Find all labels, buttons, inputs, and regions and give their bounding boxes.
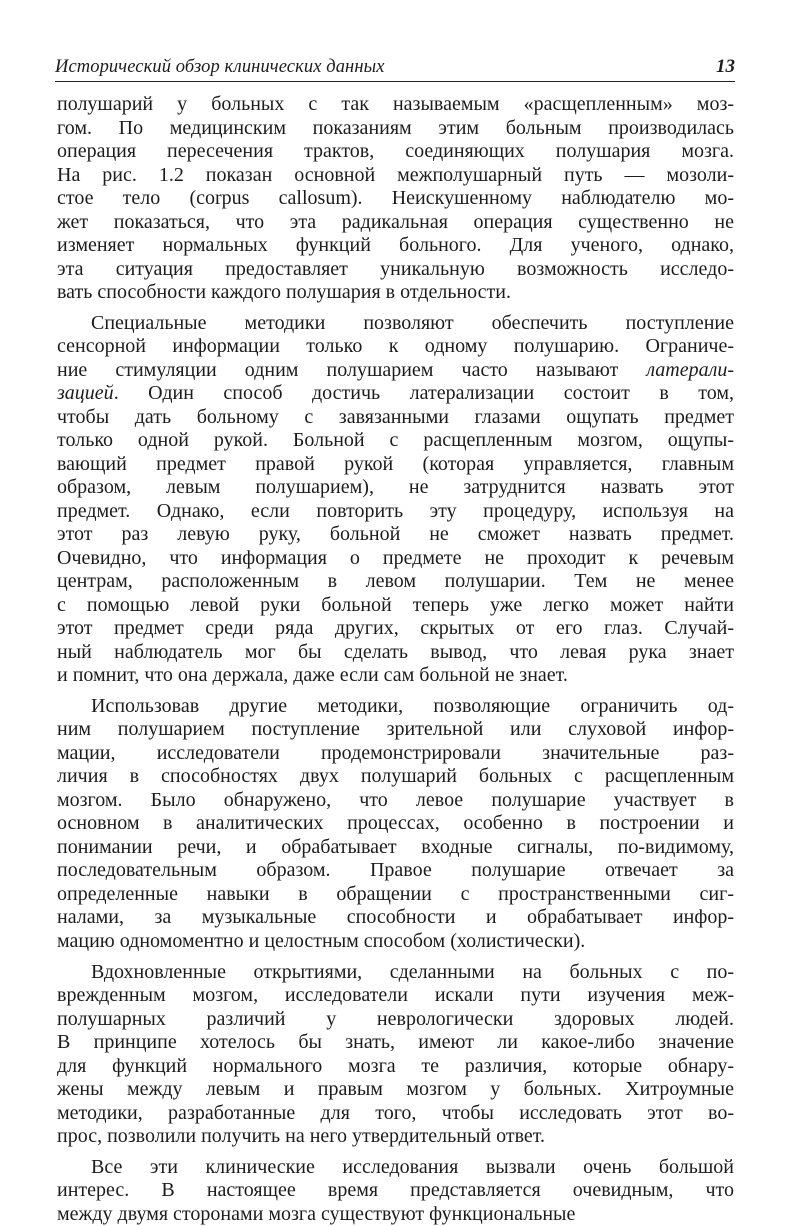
italic-term: зацией: [57, 382, 114, 405]
text-line: жены между левым и правым мозгом у больных. Хитроумные: [57, 1078, 734, 1101]
paragraph-gap: [57, 688, 734, 695]
text-line: Специальные методики позволяют обеспечить поступление: [91, 311, 734, 334]
text-line: только одной рукой. Больной с расщепленным мозгом, ощупы-: [57, 429, 734, 452]
text-line: понимании речи, и обрабатывает входные сигналы, по-видимому,: [57, 835, 734, 858]
text-line: между двумя сторонами мозга существуют функциональные: [57, 1202, 576, 1225]
paragraph-gap: [57, 953, 734, 960]
text-line: методики, разработанные для того, чтобы исследовать этот во-: [57, 1101, 734, 1124]
text-line: ним полушарием поступление зрительной или слуховой инфор-: [57, 718, 734, 741]
paragraph-gap: [57, 305, 734, 312]
running-head: [55, 56, 735, 78]
text-line: врежденным мозгом, исследователи искали пути изучения меж-: [57, 984, 734, 1007]
text-line: вающий предмет правой рукой (которая управляется, главным: [57, 452, 734, 475]
page-number: 13: [716, 56, 735, 77]
text-line: центрам, расположенным в левом полушарии. Тем не менее: [57, 570, 734, 593]
paragraph: [57, 695, 734, 954]
text-line: зацией. Один способ достичь латерализации состоит в том,: [57, 382, 734, 405]
text-line: ние стимуляции одним полушарием часто называют латерали-: [57, 358, 734, 381]
text-line: изменяет нормальных функций больного. Для ученого, однако,: [57, 234, 734, 256]
text-line: стое тело (corpus callosum). Неискушенному наблюдателю мо-: [57, 187, 734, 209]
text-line: для функций нормального мозга те различия, которые обнару-: [57, 1054, 734, 1077]
text-line: полушарных различий у неврологически здоровых людей.: [57, 1007, 734, 1030]
text-line: Очевидно, что информация о предмете не проходит к речевым: [57, 546, 734, 569]
text-line: Использовав другие методики, позволяющие ограничить од-: [91, 694, 734, 717]
text-line: мацию одномоментно и целостным способом (холистически).: [57, 929, 586, 952]
text-line: В принципе хотелось бы знать, имеют ли какое-либо значение: [57, 1031, 734, 1054]
text-line: личия в способностях двух полушарий больных с расщепленным: [57, 765, 734, 788]
text-line: с помощью левой руки больной теперь уже легко может найти: [57, 593, 734, 616]
paragraph-gap: [57, 1149, 734, 1156]
text-line: ный наблюдатель мог бы сделать вывод, что левая рука знает: [57, 640, 734, 663]
text-line: образом, левым полушарием), не затруднится назвать этот: [57, 476, 734, 499]
text-line: сенсорной информации только к одному полушарию. Ограниче-: [57, 335, 734, 358]
paragraph: [57, 961, 734, 1149]
text-line: последовательным образом. Правое полушарие отвечает за: [57, 859, 734, 882]
text-line: налами, за музыкальные способности и обрабатывает инфор-: [57, 906, 734, 929]
text-line: гом. По медицинским показаниям этим больным производилась: [57, 116, 734, 139]
text-line: основном в аналитических процессах, особенно в построении и: [57, 812, 734, 835]
text-line: этот предмет среди ряда других, скрытых от его глаз. Случай-: [57, 617, 734, 640]
text-line: вать способности каждого полушария в отдельности.: [57, 281, 511, 303]
text-line: прос, позволили получить на него утвердительный ответ.: [57, 1125, 546, 1148]
paragraph: [57, 1156, 734, 1226]
header-rule: [55, 81, 735, 82]
text-line: На рис. 1.2 показан основной межполушарный путь — мозоли-: [57, 163, 734, 186]
text-line: мации, исследователи продемонстрировали значительные раз-: [57, 741, 734, 764]
italic-term: латерали-: [646, 358, 734, 381]
text-line: жет показаться, что эта радикальная операция существенно не: [57, 210, 734, 233]
text-line: интерес. В настоящее время представляется очевидным, что: [57, 1179, 734, 1202]
running-title: Исторический обзор клинических данных: [55, 57, 385, 77]
text-line: полушарий у больных с так называемым «расщепленным» моз-: [57, 93, 734, 115]
text-line: чтобы дать больному с завязанными глазами ощупать предмет: [57, 405, 734, 428]
text-line: Вдохновленные открытиями, сделанными на больных с по-: [91, 960, 734, 983]
paragraph: [57, 312, 734, 688]
text-line: предмет. Однако, если повторить эту процедуру, используя на: [57, 499, 734, 522]
text-line: этот раз левую руку, больной не сможет назвать предмет.: [57, 523, 734, 546]
text-line: Все эти клинические исследования вызвали очень большой: [91, 1155, 734, 1178]
text-line: определенные навыки в обращении с пространственными сиг-: [57, 882, 734, 905]
text-line: мозгом. Было обнаружено, что левое полушарие участвует в: [57, 788, 734, 811]
text-line: и помнит, что она держала, даже если сам больной не знает.: [57, 664, 568, 687]
body-text: [57, 93, 734, 1226]
text-line: эта ситуация предоставляет уникальную возможность исследо-: [57, 257, 734, 280]
paragraph: [57, 93, 734, 305]
text-line: операция пересечения трактов, соединяющих полушария мозга.: [57, 140, 734, 162]
